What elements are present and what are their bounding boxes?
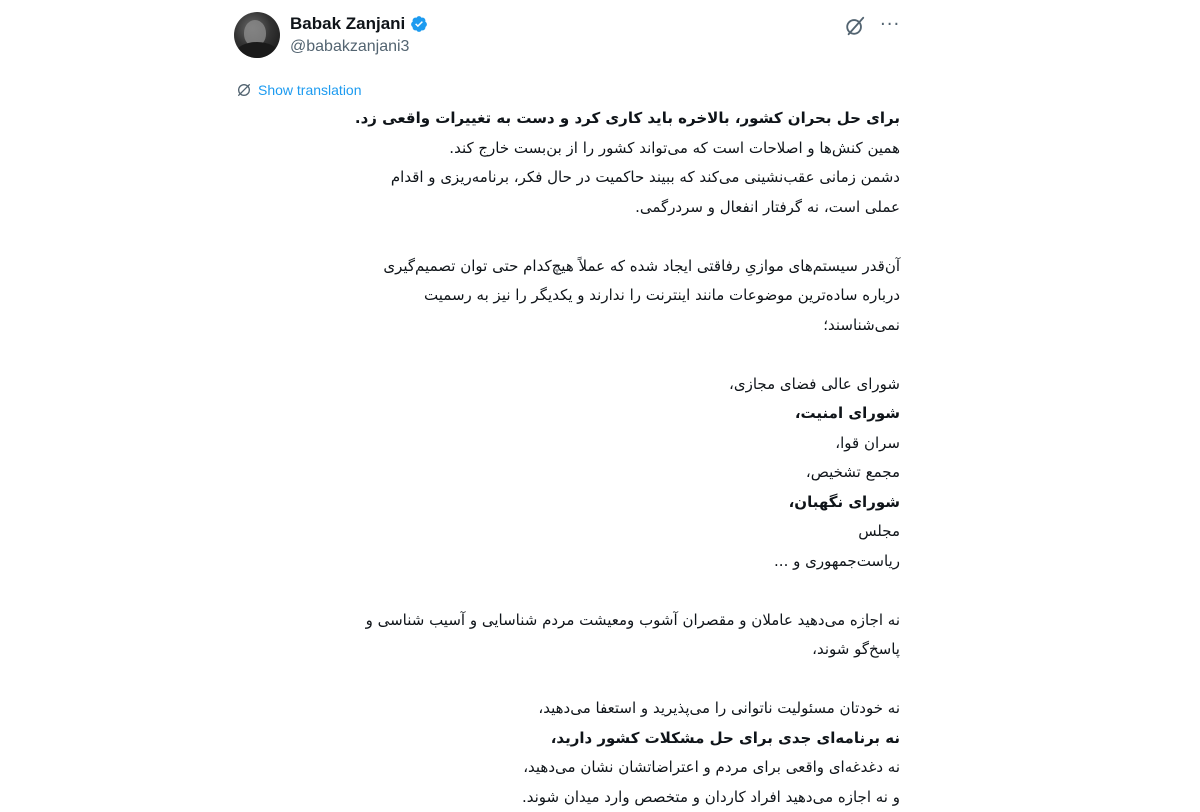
text-line: شورای نگهبان،: [220, 488, 900, 518]
translate-icon: [236, 82, 252, 98]
tweet-text: [220, 104, 900, 812]
author-name-row: [290, 14, 428, 34]
text-line: آن‌قدر سیستم‌های موازیِ رفاقتی ایجاد شده که عملاً هیچ‌کدام حتی توان تصمیم‌گیری: [220, 252, 900, 282]
tweet-card: [228, 0, 918, 790]
author-handle[interactable]: @babakzanjani3: [290, 38, 409, 56]
blank-line: [220, 576, 900, 606]
text-line: نه اجازه می‌دهید عاملان و مقصران آشوب ومعیشت مردم شناسایی و آسیب شناسی و: [220, 606, 900, 636]
grok-icon[interactable]: [844, 15, 866, 37]
blank-line: [220, 340, 900, 370]
show-translation-label: Show translation: [258, 82, 362, 98]
text-line: پاسخ‌گو شوند،: [220, 635, 900, 665]
text-line: نه خودتان مسئولیت ناتوانی را می‌پذیرید و استعفا می‌دهید،: [220, 694, 900, 724]
text-line: نمی‌شناسند؛: [220, 311, 900, 341]
text-line: همین کنش‌ها و اصلاحات است که می‌تواند کشور را از بن‌بست خارج کند.: [220, 134, 900, 164]
text-line: سران قوا،: [220, 429, 900, 459]
text-line: و نه اجازه می‌دهید افراد کاردان و متخصص وارد میدان شوند.: [220, 783, 900, 812]
text-line: شورای عالی فضای مجازی،: [220, 370, 900, 400]
verified-badge-icon[interactable]: [410, 15, 428, 33]
avatar-body: [236, 42, 278, 58]
text-line: مجمع تشخیص،: [220, 458, 900, 488]
blank-line: [220, 222, 900, 252]
show-translation-link[interactable]: [236, 82, 362, 98]
text-line: مجلس: [220, 517, 900, 547]
more-icon[interactable]: ···: [880, 14, 900, 35]
text-line: دشمن زمانی عقب‌نشینی می‌کند که ببیند حاکمیت در حال فکر، برنامه‌ریزی و اقدام: [220, 163, 900, 193]
blank-line: [220, 665, 900, 695]
text-line: برای حل بحران کشور، بالاخره باید کاری کرد و دست به تغییرات واقعی زد.: [220, 104, 900, 134]
text-line: عملی است، نه گرفتار انفعال و سردرگمی.: [220, 193, 900, 223]
author-display-name[interactable]: Babak Zanjani: [290, 14, 405, 34]
text-line: شورای امنیت،: [220, 399, 900, 429]
text-line: ریاست‌جمهوری و ...: [220, 547, 900, 577]
text-line: درباره ساده‌ترین موضوعات مانند اینترنت را ندارند و یکدیگر را نیز به رسمیت: [220, 281, 900, 311]
avatar[interactable]: [234, 12, 280, 58]
text-line: نه دغدغه‌ای واقعی برای مردم و اعتراضاتشان نشان می‌دهید،: [220, 753, 900, 783]
text-line: نه برنامه‌ای جدی برای حل مشکلات کشور دارید،: [220, 724, 900, 754]
